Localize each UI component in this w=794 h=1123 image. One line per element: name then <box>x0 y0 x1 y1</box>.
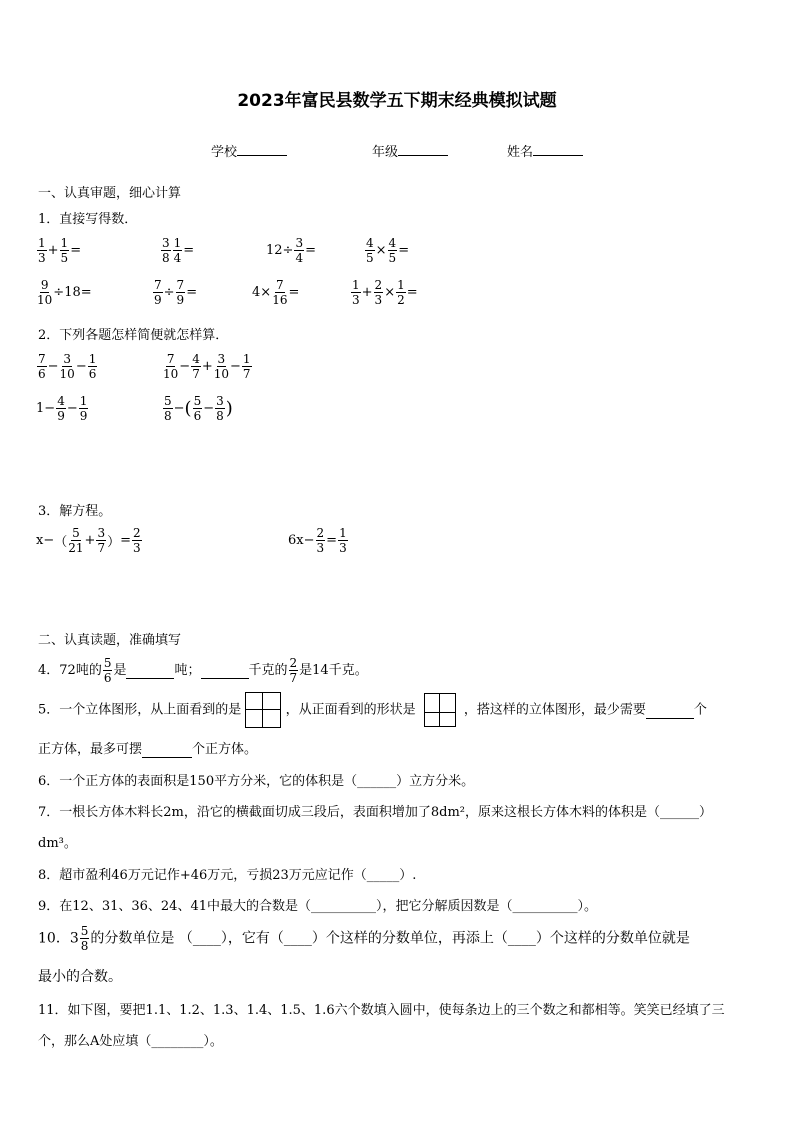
calc-1c: 12÷ $\frac{3}{4}$ = <box>266 236 316 265</box>
grade-label: 年级 <box>372 145 399 160</box>
question-2-label: 2．下列各题怎样简便就怎样算． <box>38 328 229 343</box>
calc-2d: $\frac{5}{8}$ −( $\frac{5}{6}$ − $\frac{3}{8}$ ) <box>164 394 233 423</box>
school-label: 学校 <box>211 145 238 160</box>
equation-3a: x−（ $\frac{5}{21}$ + $\frac{3}{7}$ ）= $\frac{2}{3}$ <box>36 526 141 555</box>
question-5-line-2: 正方体，最多可摆 个正方体。 <box>38 742 258 757</box>
calc-2a: $\frac{7}{6}$ − $\frac{3}{10}$ − $\frac{1}{6}$ <box>38 352 97 381</box>
calc-2c: 1− $\frac{4}{9}$ − $\frac{1}{9}$ <box>36 394 88 423</box>
name-field[interactable] <box>507 141 583 160</box>
question-3-label: 3．解方程。 <box>38 504 112 519</box>
calc-1b: $\frac{3}{8}$ $\frac{1}{4}$ = <box>162 236 195 265</box>
calc-1a: $\frac{1}{3}$ + $\frac{1}{5}$ = <box>38 236 82 265</box>
question-6: 6．一个正方体的表面积是150平方分米，它的体积是（______）立方分米。 <box>38 774 475 789</box>
blank-5a[interactable] <box>646 703 694 719</box>
grade-field[interactable] <box>372 141 448 160</box>
calc-1h: $\frac{1}{3}$ + $\frac{2}{3}$ × $\frac{1}{2}$ = <box>352 278 418 307</box>
question-11-line-2: 个，那么A处应填（________）。 <box>38 1034 223 1049</box>
equation-3b: 6x− $\frac{2}{3}$ = $\frac{1}{3}$ <box>288 526 347 555</box>
front-view-grid-icon <box>424 693 456 727</box>
blank-5b[interactable] <box>142 742 192 758</box>
question-8: 8．超市盈利46万元记作+46万元，亏损23万元应记作（_____）. <box>38 868 417 883</box>
calc-1g: 4× $\frac{7}{16}$ = <box>252 278 300 307</box>
question-11-line-1: 11．如下图，要把1.1、1.2、1.3、1.4、1.5、1.6六个数填入圆中，使每条边上的三个数之和都相等。笑笑已经填了三 <box>38 1003 725 1018</box>
blank-4a[interactable] <box>126 663 174 679</box>
question-7-line-2: dm³。 <box>38 836 77 851</box>
calc-1e: $\frac{9}{10}$ ÷18= <box>37 278 92 307</box>
question-10-line-1: 10．3 $\frac{5}{8}$ 的分数单位是 （____），它有（____）个这样的分数单位，再添上（____）个这样的分数单位就是 <box>38 924 690 953</box>
question-5-line-1: 5．一个立体图形，从上面看到的是 ，从正面看到的形状是 ，搭这样的立体图形，最少需要 个 <box>38 692 707 728</box>
calc-1d: $\frac{4}{5}$ × $\frac{4}{5}$ = <box>366 236 410 265</box>
question-1-label: 1．直接写得数． <box>38 212 138 227</box>
calc-1f: $\frac{7}{9}$ ÷ $\frac{7}{9}$ = <box>154 278 198 307</box>
question-4: 4．72吨的 $\frac{5}{6}$ 是 吨； 千克的 $\frac{2}{7}$ 是14千克。 <box>38 656 368 685</box>
page-title: 2023年富民县数学五下期末经典模拟试题 <box>237 91 557 111</box>
name-label: 姓名 <box>507 145 534 160</box>
section-1-heading: 一、认真审题，细心计算 <box>38 186 182 201</box>
top-view-grid-icon <box>245 692 281 728</box>
blank-4b[interactable] <box>201 663 249 679</box>
question-7-line-1: 7．一根长方体木料长2m，沿它的横截面切成三段后，表面积增加了8dm²，原来这根长方体木料的体积是（______） <box>38 805 713 820</box>
section-2-heading: 二、认真读题，准确填写 <box>38 633 182 648</box>
question-9: 9．在12、31、36、24、41中最大的合数是（__________），把它分解质因数是（__________）。 <box>38 899 597 914</box>
calc-2b: $\frac{7}{10}$ − $\frac{4}{7}$ + $\frac{3}{10}$ − $\frac{1}{7}$ <box>163 352 251 381</box>
question-10-line-2: 最小的合数。 <box>38 969 122 985</box>
school-field[interactable] <box>211 141 287 160</box>
